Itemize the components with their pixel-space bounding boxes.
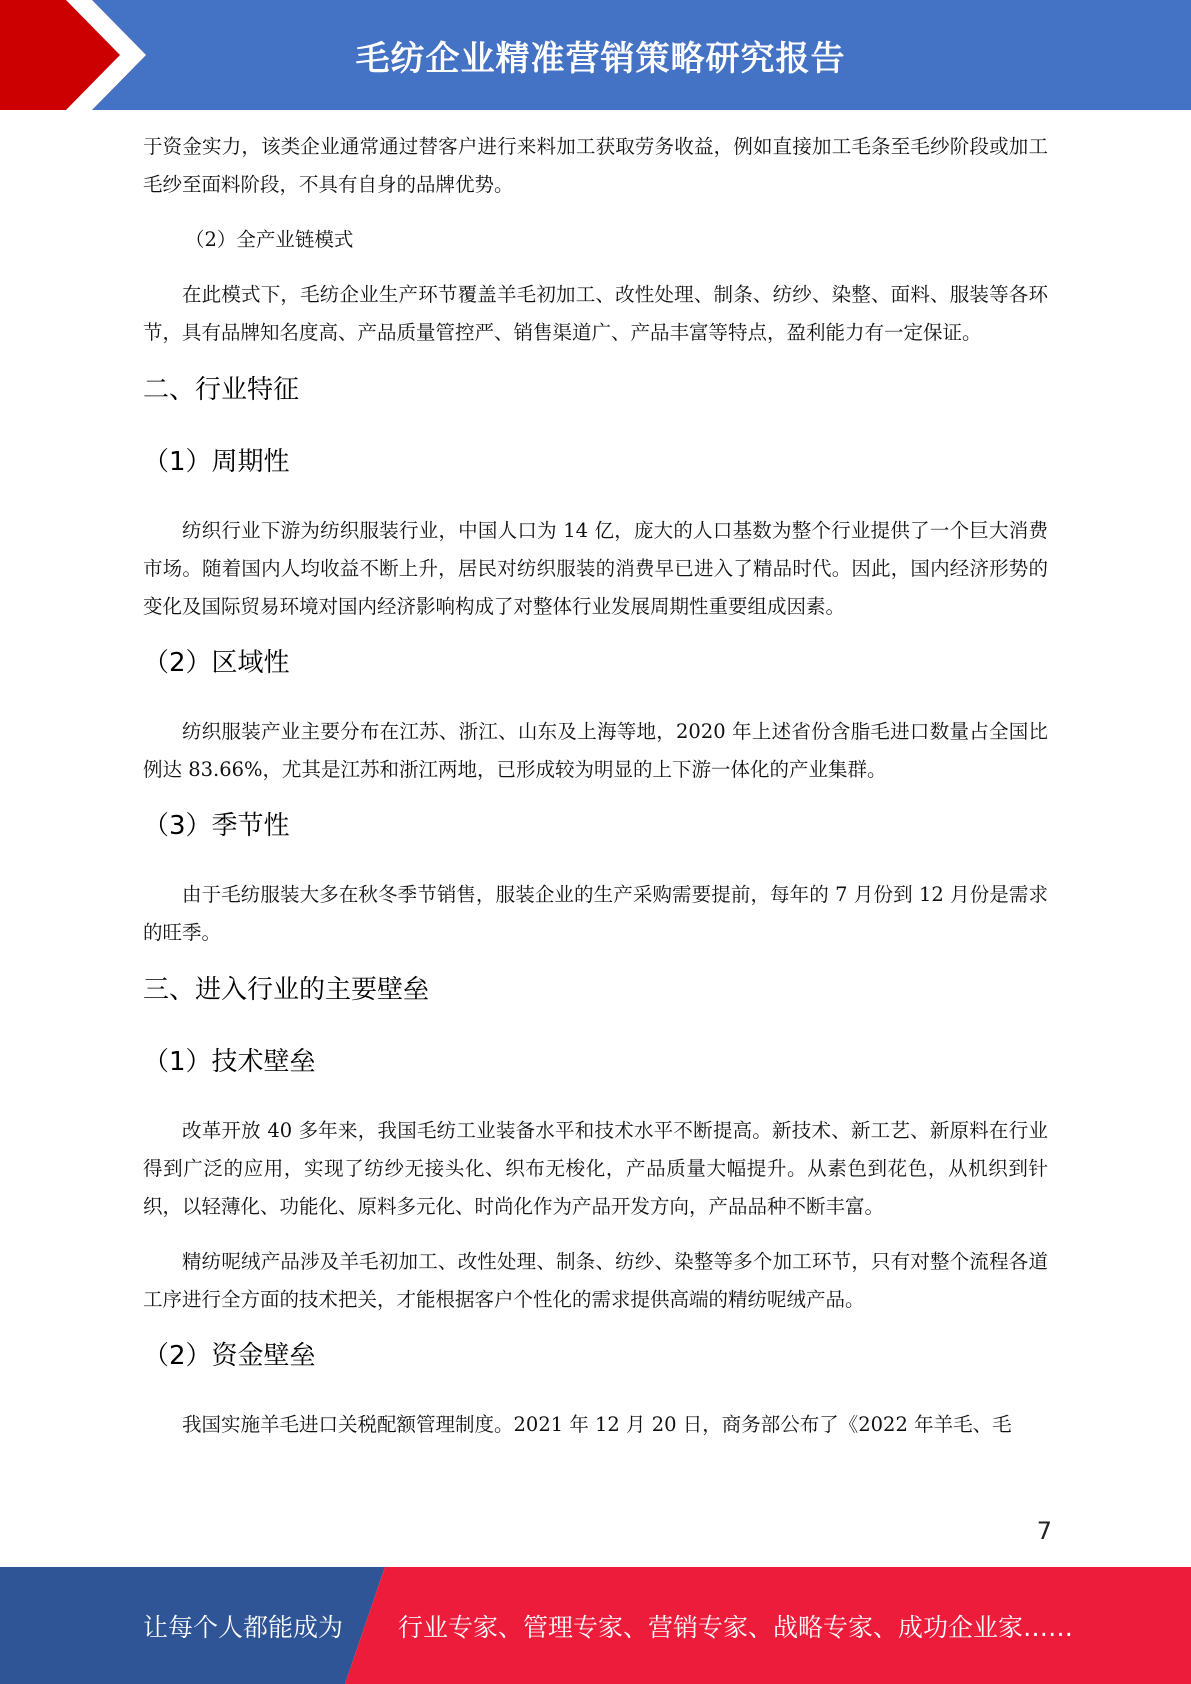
report-title: 毛纺企业精准营销策略研究报告 <box>355 38 846 79</box>
section-heading-industry-features: 二、行业特征 <box>143 375 300 405</box>
page-footer <box>0 1567 1191 1684</box>
page-content <box>143 128 1048 1444</box>
subheading-cyclical: （1）周期性 <box>143 447 290 477</box>
section-heading-entry-barriers: 三、进入行业的主要壁垒 <box>143 975 430 1005</box>
paragraph-continued: 于资金实力，该类企业通常通过替客户进行来料加工获取劳务收益，例如直接加工毛条至毛纱阶段或加工毛纱至面料阶段，不具有自身的品牌优势。 <box>143 135 1048 196</box>
subheading-capital-barrier: （2）资金壁垒 <box>143 1341 316 1371</box>
footer-slogan-right: 行业专家、管理专家、营销专家、战略专家、成功企业家…… <box>398 1612 1074 1642</box>
subheading-tech-barrier: （1）技术壁垒 <box>143 1047 316 1077</box>
subheading-seasonal: （3）季节性 <box>143 811 290 841</box>
paragraph-tech-barrier-2: 精纺呢绒产品涉及羊毛初加工、改性处理、制条、纺纱、染整等多个加工环节，只有对整个流程各道工序进行全方面的技术把关，才能根据客户个性化的需求提供高端的精纺呢绒产品。 <box>143 1250 1048 1311</box>
paragraph-seasonal: 由于毛纺服装大多在秋冬季节销售，服装企业的生产采购需要提前，每年的 7 月份到 12 月份是需求的旺季。 <box>143 883 1048 944</box>
paragraph-tech-barrier-1: 改革开放 40 多年来，我国毛纺工业装备水平和技术水平不断提高。新技术、新工艺、新原料在行业得到广泛的应用，实现了纺纱无接头化、织布无梭化，产品质量大幅提升。从素色到花色，从机织到针织，以轻薄化、功能化、原料多元化、时尚化作为产品开发方向，产品品种不断丰富。 <box>143 1119 1048 1218</box>
paragraph-regional: 纺织服装产业主要分布在江苏、浙江、山东及上海等地，2020 年上述省份含脂毛进口数量占全国比例达 83.66%，尤其是江苏和浙江两地，已形成较为明显的上下游一体化的产业集群。 <box>143 720 1048 781</box>
paragraph-capital-barrier: 我国实施羊毛进口关税配额管理制度。2021 年 12 月 20 日，商务部公布了《2022 年羊毛、毛 <box>182 1413 1012 1436</box>
page-header <box>0 0 1191 110</box>
page-number: 7 <box>1036 1517 1052 1545</box>
paragraph-cyclical: 纺织行业下游为纺织服装行业，中国人口为 14 亿，庞大的人口基数为整个行业提供了一个巨大消费市场。随着国内人均收益不断上升，居民对纺织服装的消费早已进入了精品时代。因此，国内经济形势的变化及国际贸易环境对国内经济影响构成了对整体行业发展周期性重要组成因素。 <box>143 519 1048 618</box>
subitem-full-chain: （2）全产业链模式 <box>185 228 354 251</box>
subheading-regional: （2）区域性 <box>143 648 290 678</box>
footer-slogan-left: 让每个人都能成为 <box>143 1612 344 1642</box>
paragraph-full-chain: 在此模式下，毛纺企业生产环节覆盖羊毛初加工、改性处理、制条、纺纱、染整、面料、服装等各环节，具有品牌知名度高、产品质量管控严、销售渠道广、产品丰富等特点，盈利能力有一定保证。 <box>143 283 1048 344</box>
